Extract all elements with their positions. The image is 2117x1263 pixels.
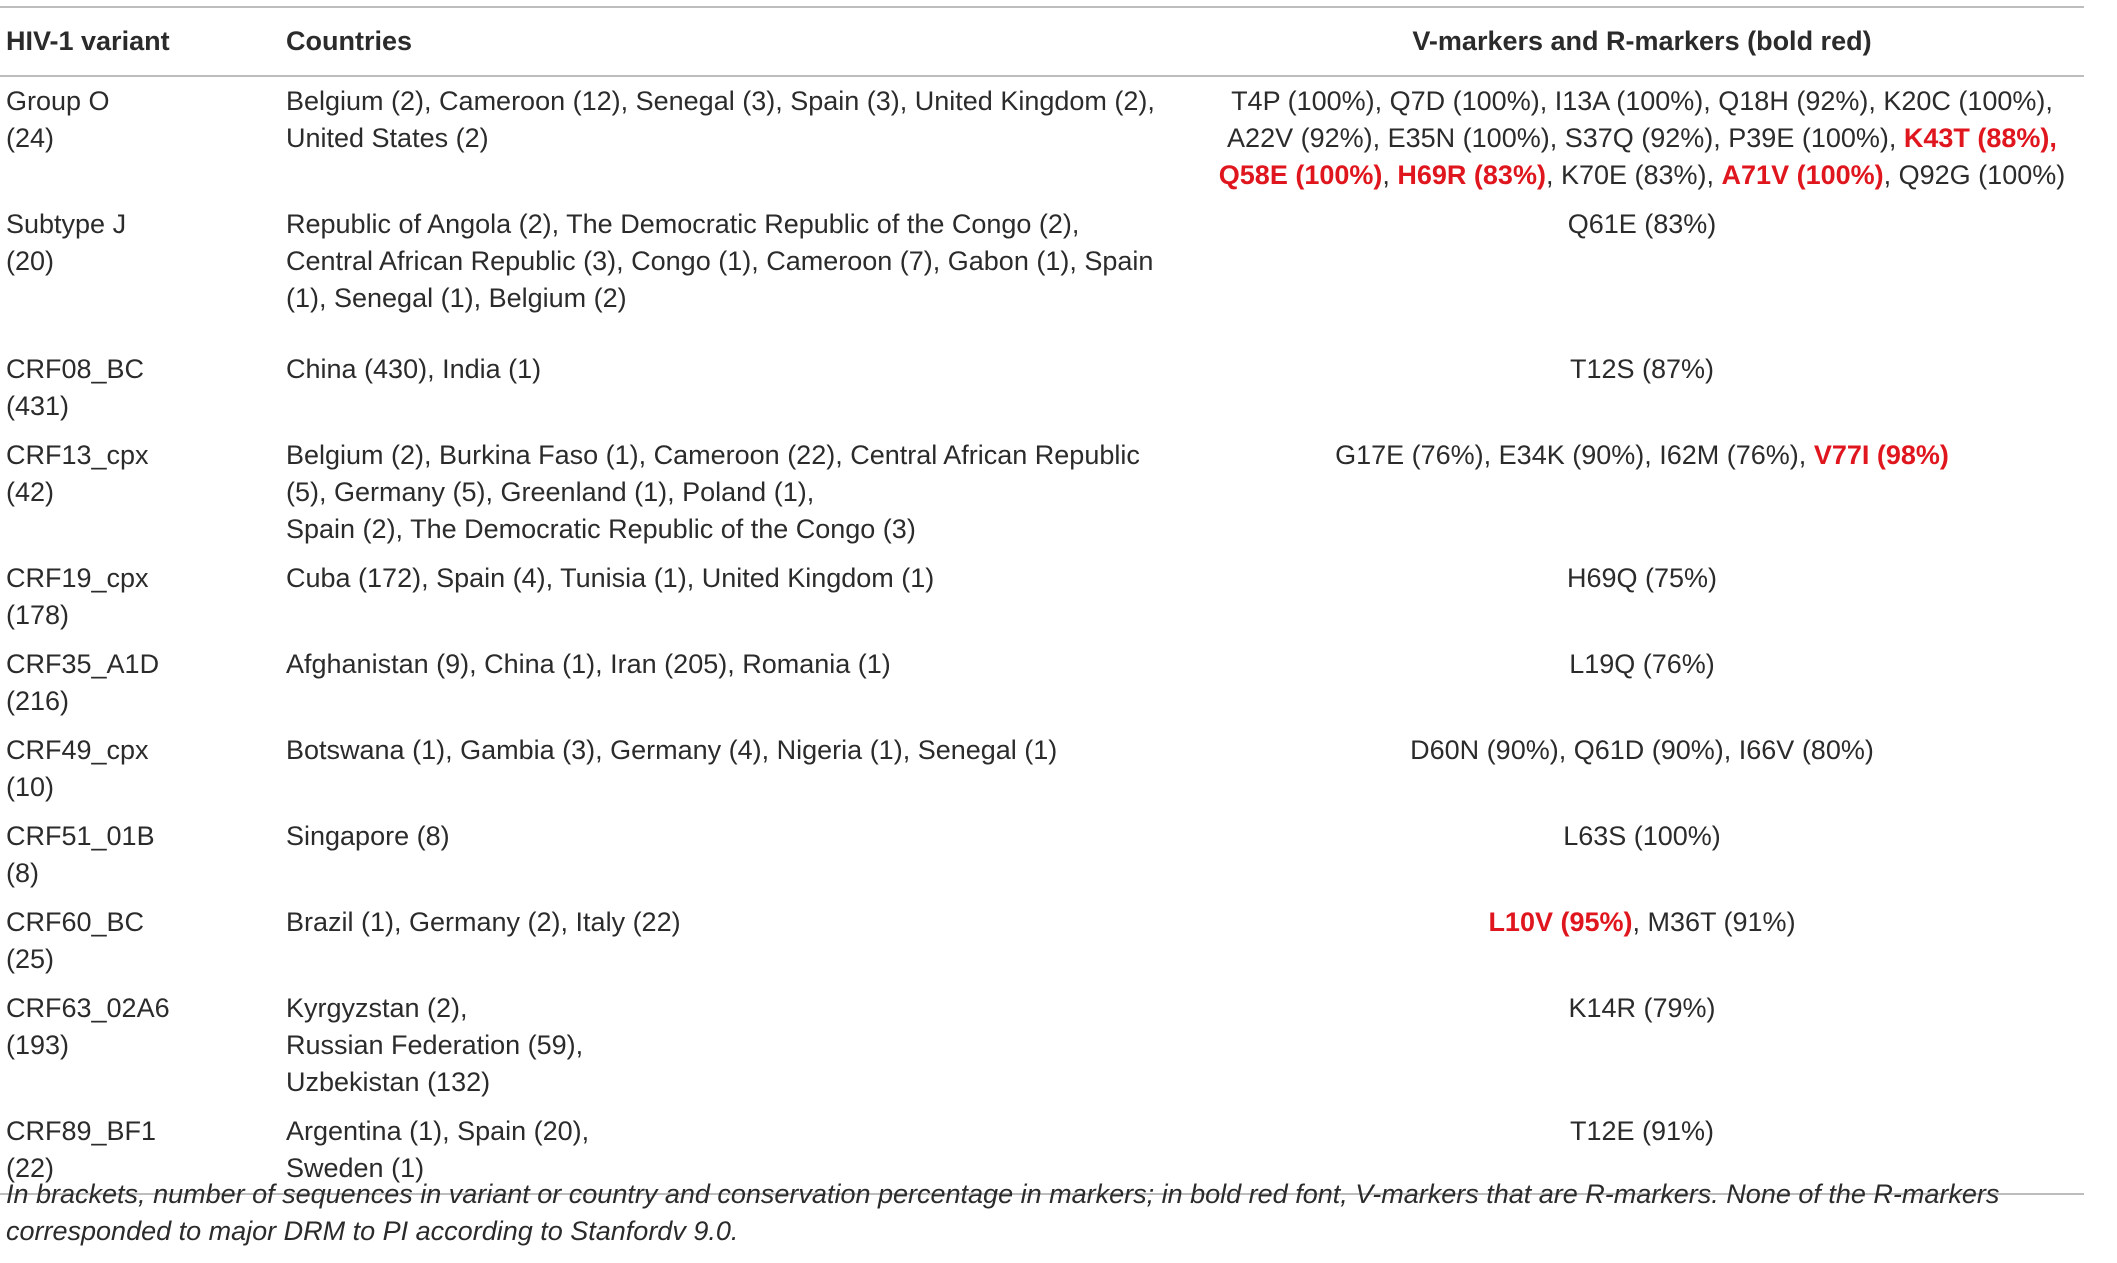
variant-cell (0, 554, 280, 640)
r-marker-text: H69R (83%) (1397, 160, 1546, 190)
v-marker-text: K14R (79%) (1568, 993, 1716, 1023)
variant-markers-table (0, 6, 2084, 1195)
table-row (0, 554, 2084, 640)
countries-cell (280, 726, 1200, 812)
markers-cell (1200, 898, 2084, 984)
countries-text: Belgium (2), Cameroon (12), Senegal (3), Spain (3), United Kingdom (2), United States (2) (286, 86, 1155, 153)
v-marker-text: L19Q (76%) (1569, 649, 1715, 679)
countries-cell (280, 431, 1200, 554)
v-marker-text: , Q92G (100%) (1883, 160, 2066, 190)
r-marker-text: K43T (88%), Q58E (100%) (1218, 123, 2057, 190)
variant-sequence-count: (42) (6, 477, 55, 507)
v-marker-text: T12E (91%) (1569, 1116, 1715, 1146)
markers-cell (1200, 554, 2084, 640)
countries-cell (280, 640, 1200, 726)
table-row (0, 726, 2084, 812)
countries-cell (280, 200, 1200, 345)
markers-cell (1200, 640, 2084, 726)
variant-name: CRF35_A1D (6, 649, 160, 679)
table-row (0, 200, 2084, 345)
countries-text: China (430), India (1) (286, 354, 542, 384)
variant-name: CRF60_BC (6, 907, 145, 937)
variant-name: Group O (6, 86, 110, 116)
countries-cell (280, 898, 1200, 984)
variant-sequence-count: (24) (6, 123, 55, 153)
variant-sequence-count: (216) (6, 686, 70, 716)
variant-sequence-count: (431) (6, 391, 70, 421)
v-marker-text: Q61E (83%) (1567, 209, 1717, 239)
table-footnote: In brackets, number of sequences in variant or country and conservation percentage in markers; in bold red font, V-markers that are R-markers. None of the R-markers corresponded to major DRM to PI according to Stanfordv 9.0. (6, 1179, 2000, 1246)
countries-text: Belgium (2), Burkina Faso (1), Cameroon (22), Central African Republic (5), Germany (5), Greenland (1), Poland (1), Spain (2), The Democratic Republic of the Congo (3) (286, 440, 1140, 544)
markers-cell (1200, 200, 2084, 345)
variant-cell (0, 726, 280, 812)
markers-cell (1200, 76, 2084, 200)
countries-text: Botswana (1), Gambia (3), Germany (4), Nigeria (1), Senegal (1) (286, 735, 1058, 765)
variant-cell (0, 200, 280, 345)
table-row (0, 812, 2084, 898)
markers-cell (1200, 984, 2084, 1107)
header-variant: HIV-1 variant (6, 26, 170, 56)
v-marker-text: D60N (90%), Q61D (90%), I66V (80%) (1410, 735, 1874, 765)
variant-name: CRF51_01B (6, 821, 155, 851)
variant-sequence-count: (10) (6, 772, 55, 802)
countries-cell (280, 345, 1200, 431)
markers-cell (1200, 431, 2084, 554)
variant-name: CRF89_BF1 (6, 1116, 157, 1146)
variant-sequence-count: (193) (6, 1030, 70, 1060)
table-row (0, 345, 2084, 431)
table-header-row (0, 7, 2084, 76)
table-row (0, 76, 2084, 200)
v-marker-text: , M36T (91%) (1632, 907, 1796, 937)
variant-cell (0, 76, 280, 200)
table-row (0, 898, 2084, 984)
variant-cell (0, 812, 280, 898)
v-marker-text: H69Q (75%) (1566, 563, 1718, 593)
variant-name: CRF19_cpx (6, 563, 149, 593)
variant-cell (0, 431, 280, 554)
countries-text: Afghanistan (9), China (1), Iran (205), Romania (1) (286, 649, 891, 679)
variant-sequence-count: (178) (6, 600, 70, 630)
countries-cell (280, 812, 1200, 898)
v-marker-text: T12S (87%) (1569, 354, 1715, 384)
countries-text: Cuba (172), Spain (4), Tunisia (1), United Kingdom (1) (286, 563, 935, 593)
markers-cell (1200, 726, 2084, 812)
markers-cell (1200, 345, 2084, 431)
variant-sequence-count: (22) (6, 1153, 55, 1183)
table-row (0, 640, 2084, 726)
countries-cell (280, 984, 1200, 1107)
countries-cell (280, 76, 1200, 200)
header-countries: Countries (286, 26, 413, 56)
variant-cell (0, 984, 280, 1107)
variant-cell (0, 640, 280, 726)
v-marker-text: L63S (100%) (1563, 821, 1721, 851)
v-marker-text: , (1382, 160, 1398, 190)
variant-name: CRF13_cpx (6, 440, 149, 470)
v-marker-text: T4P (100%), Q7D (100%), I13A (100%), Q18H (92%), K20C (100%), A22V (92%), E35N (100%), S37Q (92%), P39E (100%), (1227, 86, 2053, 153)
r-marker-text: L10V (95%) (1488, 907, 1633, 937)
v-marker-text: , K70E (83%), (1545, 160, 1722, 190)
variant-sequence-count: (20) (6, 246, 55, 276)
table-body (0, 76, 2084, 1194)
table-row (0, 984, 2084, 1107)
countries-text: Brazil (1), Germany (2), Italy (22) (286, 907, 681, 937)
variant-sequence-count: (8) (6, 858, 39, 888)
markers-cell (1200, 812, 2084, 898)
variant-sequence-count: (25) (6, 944, 55, 974)
variant-cell (0, 345, 280, 431)
variant-name: CRF63_02A6 (6, 993, 170, 1023)
r-marker-text: V77I (98%) (1813, 440, 1949, 470)
table-row (0, 431, 2084, 554)
countries-text: Republic of Angola (2), The Democratic Republic of the Congo (2), Central African Republic (3), Congo (1), Cameroon (7), Gabon (1), Spain (1), Senegal (1), Belgium (2) (286, 209, 1154, 313)
variant-name: CRF08_BC (6, 354, 145, 384)
variant-cell (0, 898, 280, 984)
v-marker-text: G17E (76%), E34K (90%), I62M (76%), (1335, 440, 1814, 470)
countries-text: Singapore (8) (286, 821, 450, 851)
header-markers: V-markers and R-markers (bold red) (1412, 26, 1872, 56)
countries-text: Kyrgyzstan (2), Russian Federation (59), Uzbekistan (132) (286, 993, 584, 1097)
countries-cell (280, 554, 1200, 640)
variant-name: Subtype J (6, 209, 127, 239)
countries-text: Argentina (1), Spain (20), Sweden (1) (286, 1116, 590, 1183)
variant-markers-table-container (0, 6, 2084, 1195)
variant-name: CRF49_cpx (6, 735, 149, 765)
r-marker-text: A71V (100%) (1721, 160, 1884, 190)
